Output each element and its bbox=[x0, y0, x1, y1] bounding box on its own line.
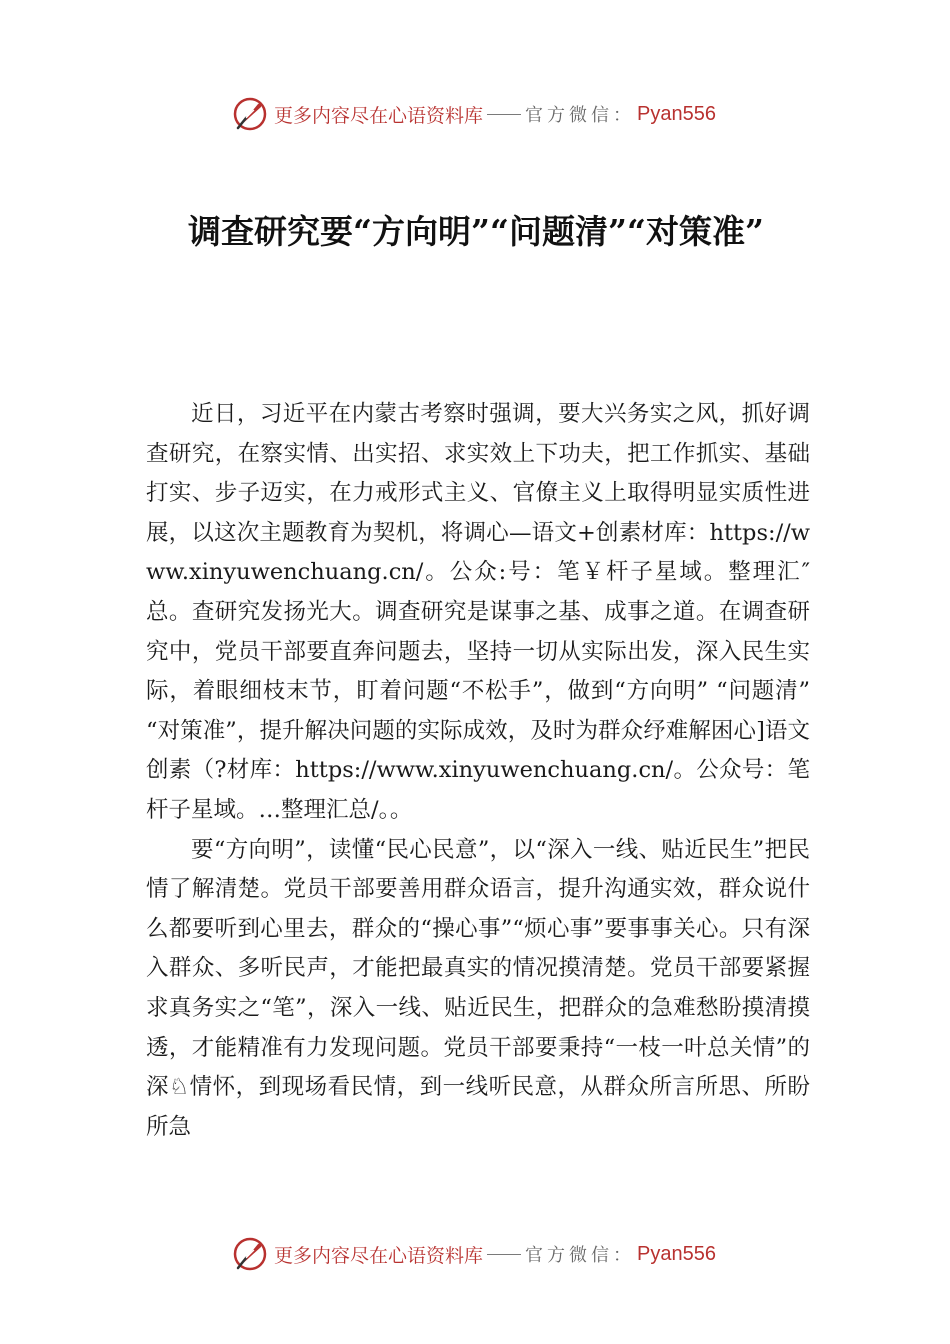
wechat-id: Pyan556 bbox=[637, 102, 716, 125]
footer-banner bbox=[232, 1234, 732, 1274]
banner-divider bbox=[487, 114, 521, 115]
wechat-label: 官方微信： bbox=[525, 1245, 636, 1266]
paragraph-2: 要“方向明”，读懂“民心民意”，以“深入一线、贴近民生”把民情了解清楚。党员干部要善用群众语言，提升沟通实效，群众说什么都要听到心里去，群众的“操心事”“烦心事”要事事关心。只有深入群众、多听民声，才能把最真实的情况摸清楚。党员干部要紧握求真务实之“笔”，深入一线、贴近民生，把群众的急难愁盼摸清摸透，才能精准有力发现问题。党员干部要秉持“一枝一叶总关情”的深♘情怀，到现场看民情，到一线听民意，从群众所言所思、所盼所急 bbox=[146, 836, 810, 1140]
banner-text: 更多内容尽在心语资料库 bbox=[274, 1244, 484, 1267]
paragraph-1: 近日，习近平在内蒙古考察时强调，要大兴务实之风，抓好调查研究，在察实情、出实招、求实效上下功夫，把工作抓实、基础打实、步子迈实，在力戒形式主义、官僚主义上取得明显实质性进展，以这次主题教育为契机，将调心—语文+创素材库：https://www.xinyuwenchuang.cn/。公众:号：笔￥杆子星域。整理汇″总。查研究发扬光大。调查研究是谋事之基、成事之道。在调查研究中，党员干部要直奔问题去，坚持一切从实际出发，深入民生实际，着眼细枝末节，盯着问题“不松手”，做到“方向明” “问题清” “对策准”，提升解决问题的实际成效，及时为群众纾难解困心]语文创素（?材库：https://www.xinyuwenchuang.cn/。公众号：笔杆子星域。…整理汇总/。。 bbox=[146, 401, 810, 823]
header-banner bbox=[232, 94, 732, 134]
feather-quill-icon bbox=[232, 1236, 268, 1272]
banner-text: 更多内容尽在心语资料库 bbox=[274, 104, 484, 127]
wechat-label: 官方微信： bbox=[525, 105, 636, 126]
wechat-id: Pyan556 bbox=[637, 1242, 716, 1265]
feather-quill-icon bbox=[232, 96, 268, 132]
document-title: 调查研究要“方向明”“问题清”“对策准” bbox=[188, 212, 764, 251]
banner-divider bbox=[487, 1254, 521, 1255]
document-body bbox=[146, 395, 810, 1147]
